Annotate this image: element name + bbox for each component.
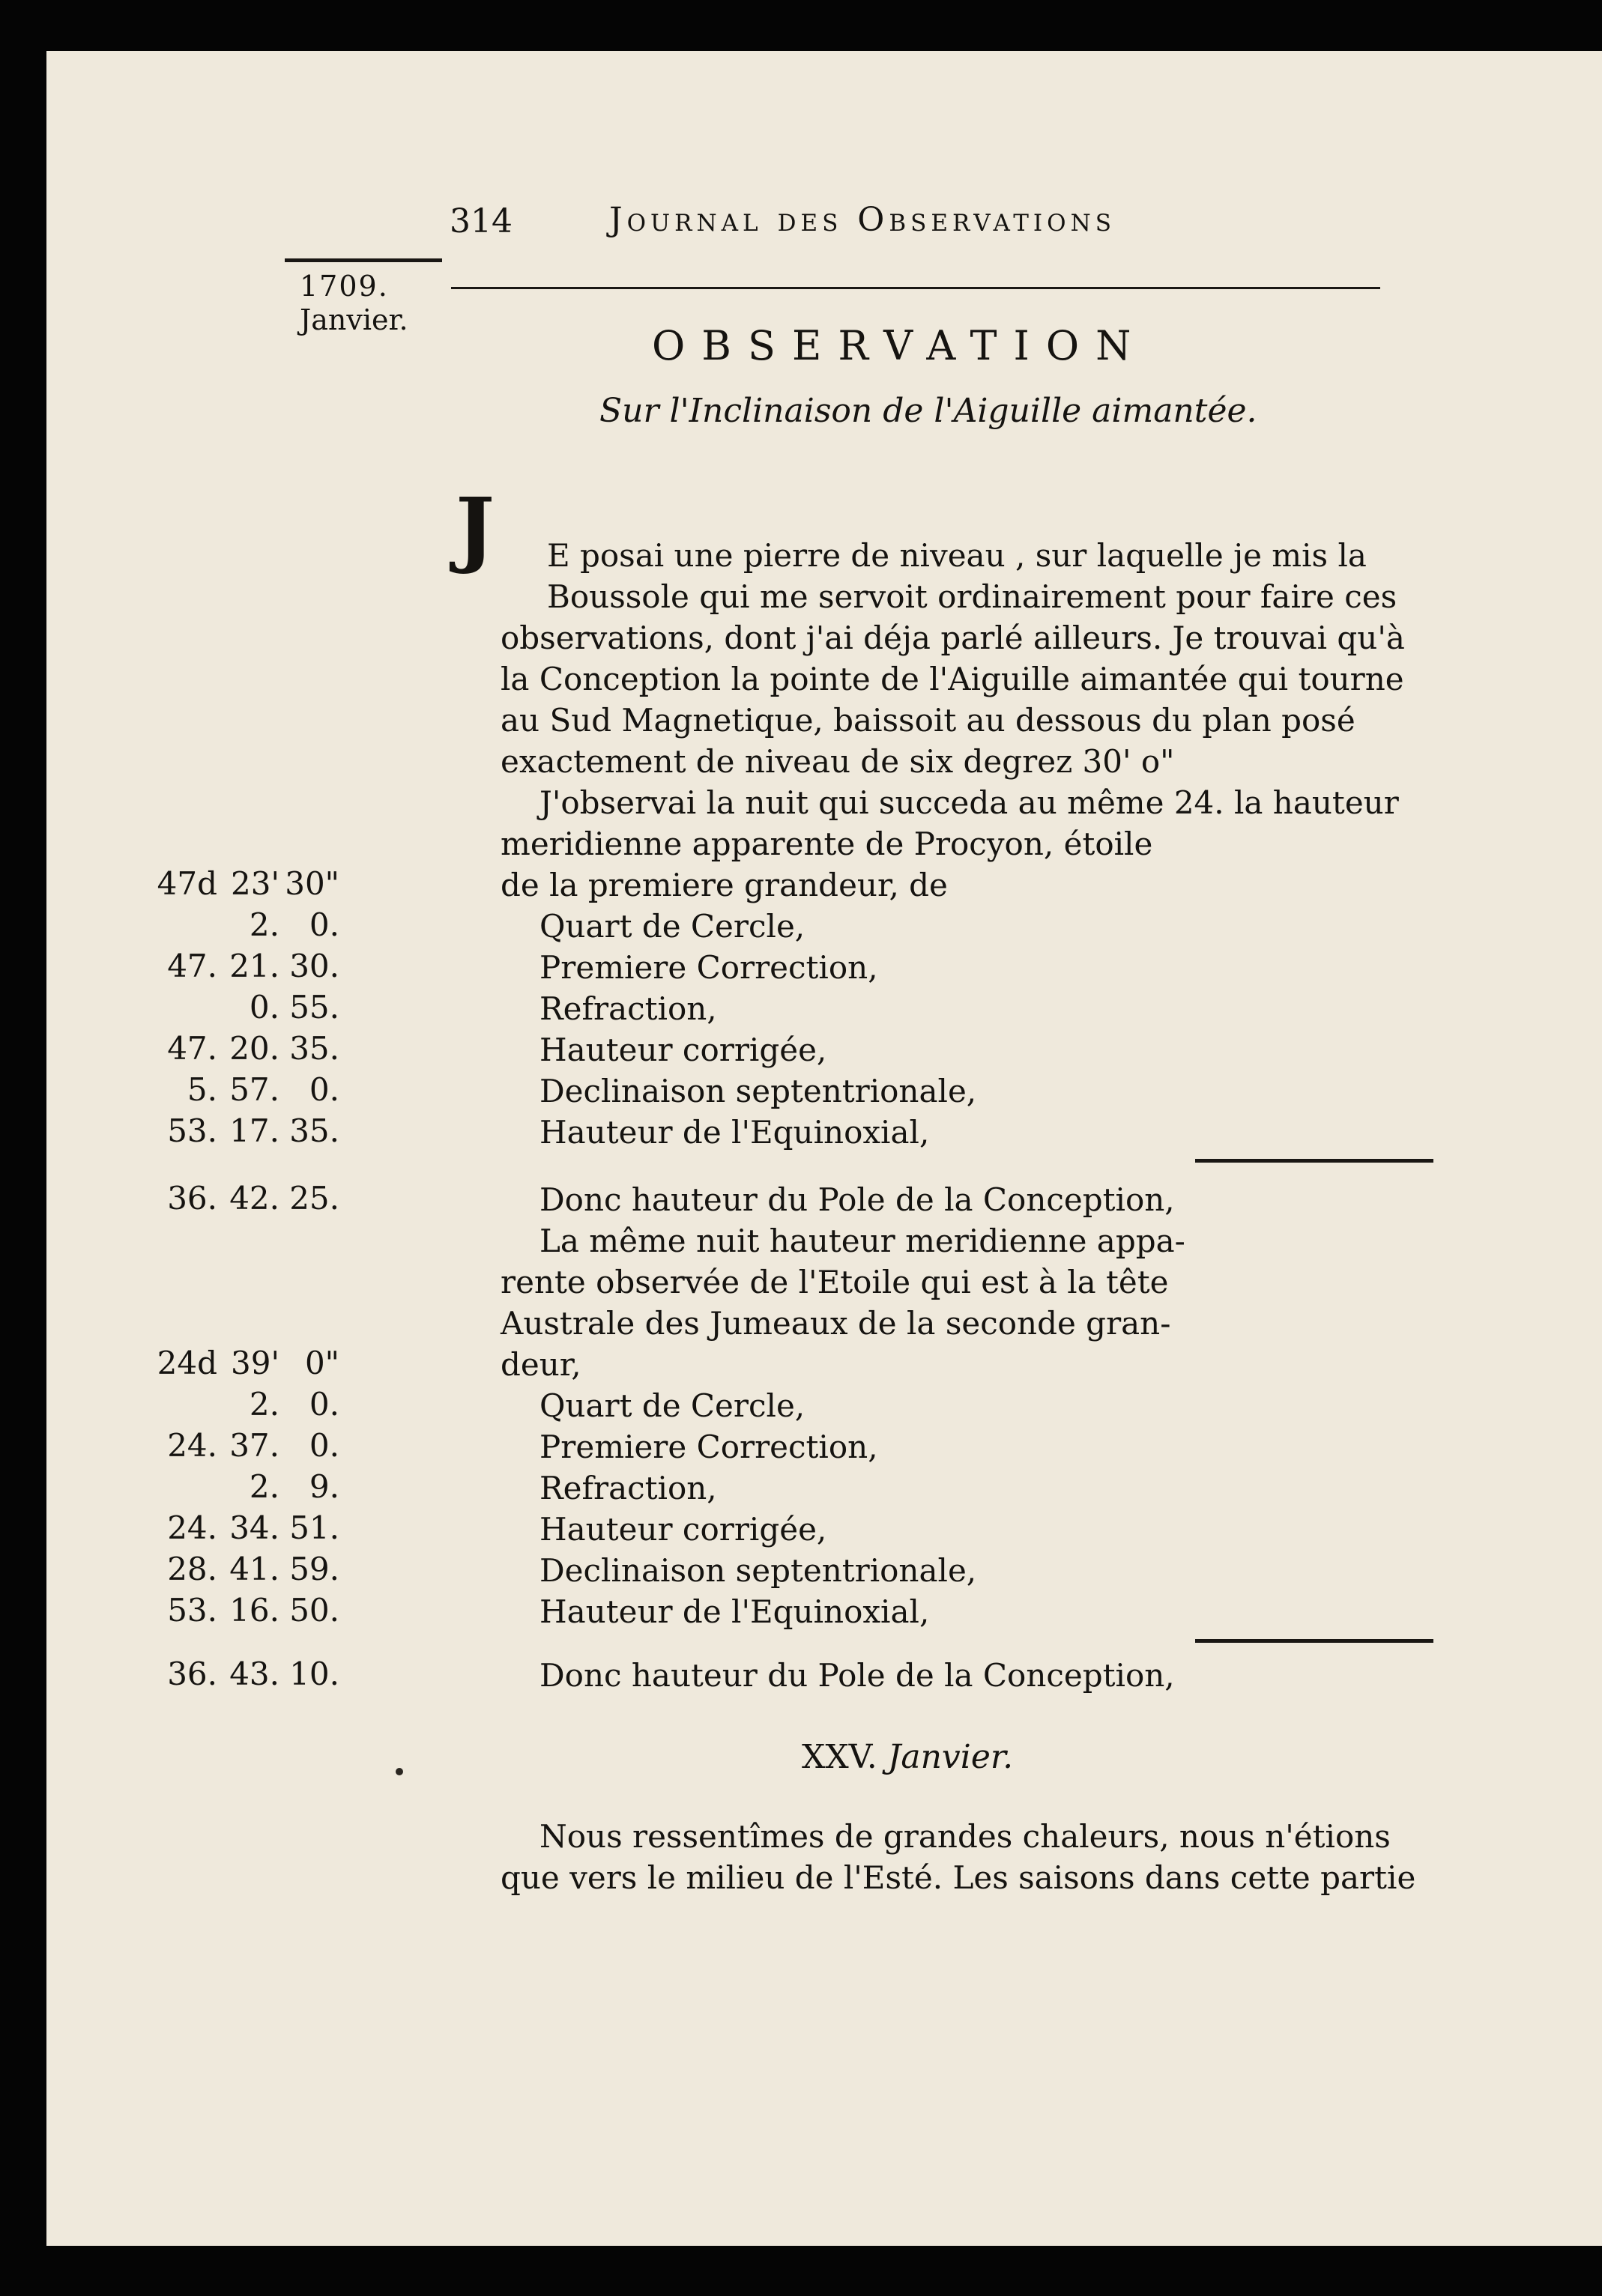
sum-rule (1195, 1159, 1433, 1163)
table-cell: 47. (167, 1030, 217, 1067)
table-row-label: Quart de Cercle, (539, 908, 805, 945)
table-row-label: Hauteur corrigée, (539, 1511, 827, 1548)
text-line: la Conception la pointe de l'Aiguille aimantée qui tourne (501, 661, 1404, 697)
ink-spot (396, 1768, 403, 1775)
text-line: que vers le milieu de l'Esté. Les saisons dans cette partie (501, 1859, 1416, 1896)
table-row-label: Declinaison septentrionale, (539, 1073, 977, 1109)
table-cell: 36. (167, 1656, 217, 1692)
table-row-label: Refraction, (539, 990, 717, 1027)
table-row-label: Premiere Correction, (539, 1429, 878, 1465)
text-line: J'observai la nuit qui succeda au même 24. la hauteur (539, 784, 1399, 821)
section-subtitle: Sur l'Inclinaison de l'Aiguille aimantée. (599, 392, 1257, 430)
text-line: meridienne apparente de Procyon, étoile (501, 826, 1153, 862)
text-line: exactement de niveau de six degrez 30' o" (501, 743, 1175, 780)
table-cell: 35. (289, 1030, 339, 1067)
margin-month: Janvier. (300, 303, 408, 336)
margin-year: 1709. (300, 270, 389, 303)
table-cell: 24d (157, 1345, 217, 1381)
text-line: Australe des Jumeaux de la seconde gran- (501, 1305, 1171, 1342)
table-cell: 35. (289, 1112, 339, 1149)
text-line: de la premiere grandeur, de (501, 867, 948, 903)
table-cell: 28. (167, 1551, 217, 1587)
sum-rule (1195, 1639, 1433, 1643)
result-label: Donc hauteur du Pole de la Conception, (539, 1657, 1175, 1694)
table-cell: 42. (229, 1180, 279, 1217)
table-cell: 0" (304, 1345, 339, 1381)
table-row-label: Hauteur corrigée, (539, 1032, 827, 1068)
table-row-label: Declinaison septentrionale, (539, 1552, 977, 1589)
page-number: 314 (450, 202, 513, 240)
table-cell: 59. (289, 1551, 339, 1587)
text-line: rente observée de l'Etoile qui est à la tête (501, 1264, 1169, 1300)
text-line: Nous ressentîmes de grandes chaleurs, nous n'étions (539, 1818, 1391, 1855)
table-cell: 10. (289, 1656, 339, 1692)
text-line: E posai une pierre de niveau , sur laquelle je mis la (547, 537, 1367, 574)
table-cell: 53. (167, 1592, 217, 1629)
running-title: Journal des Observations (609, 201, 1116, 239)
table-cell: 0. (309, 906, 339, 943)
table-row-label: Hauteur de l'Equinoxial, (539, 1114, 930, 1151)
table-cell: 2. (249, 1386, 279, 1423)
table-cell: 25. (289, 1180, 339, 1217)
table-cell: 51. (289, 1509, 339, 1546)
table-cell: 50. (289, 1592, 339, 1629)
table-row-label: Refraction, (539, 1470, 717, 1506)
table-cell: 21. (229, 948, 279, 984)
table-cell: 36. (167, 1180, 217, 1217)
table-cell: 30. (289, 948, 339, 984)
table-cell: 0. (309, 1071, 339, 1108)
header-rule (451, 287, 1380, 289)
text-line: Boussole qui me servoit ordinairement pour faire ces (547, 578, 1397, 615)
table-cell: 23' (231, 865, 279, 902)
table-cell: 24. (167, 1509, 217, 1546)
table-cell: 0. (309, 1386, 339, 1423)
table-cell: 0. (249, 989, 279, 1026)
table-cell: 57. (229, 1071, 279, 1108)
table-cell: 17. (229, 1112, 279, 1149)
text-line: au Sud Magnetique, baissoit au dessous du plan posé (501, 702, 1355, 739)
table-cell: 5. (187, 1071, 217, 1108)
table-cell: 2. (249, 906, 279, 943)
table-cell: 34. (229, 1509, 279, 1546)
date-heading (802, 1738, 1013, 1776)
drop-cap: J (456, 479, 495, 576)
text-line: La même nuit hauteur meridienne appa- (539, 1223, 1185, 1259)
table-cell: 9. (309, 1468, 339, 1505)
date-month: Janvier. (887, 1738, 1014, 1776)
text-line: deur, (501, 1346, 581, 1383)
section-title: OBSERVATION (652, 322, 1148, 369)
result-label: Donc hauteur du Pole de la Conception, (539, 1181, 1175, 1218)
table-cell: 47d (157, 865, 217, 902)
table-cell: 43. (229, 1656, 279, 1692)
table-cell: 30" (285, 865, 339, 902)
table-row-label: Quart de Cercle, (539, 1387, 805, 1424)
margin-rule (285, 258, 442, 262)
table-cell: 16. (229, 1592, 279, 1629)
table-row-label: Hauteur de l'Equinoxial, (539, 1593, 930, 1630)
table-cell: 47. (167, 948, 217, 984)
table-cell: 53. (167, 1112, 217, 1149)
table-cell: 0. (309, 1427, 339, 1464)
table-cell: 24. (167, 1427, 217, 1464)
table-cell: 41. (229, 1551, 279, 1587)
table-cell: 2. (249, 1468, 279, 1505)
text-line: observations, dont j'ai déja parlé ailleurs. Je trouvai qu'à (501, 620, 1405, 656)
table-row-label: Premiere Correction, (539, 949, 878, 986)
table-cell: 20. (229, 1030, 279, 1067)
date-day: XXV. (802, 1738, 877, 1776)
table-cell: 39' (231, 1345, 279, 1381)
table-cell: 37. (229, 1427, 279, 1464)
table-cell: 55. (289, 989, 339, 1026)
